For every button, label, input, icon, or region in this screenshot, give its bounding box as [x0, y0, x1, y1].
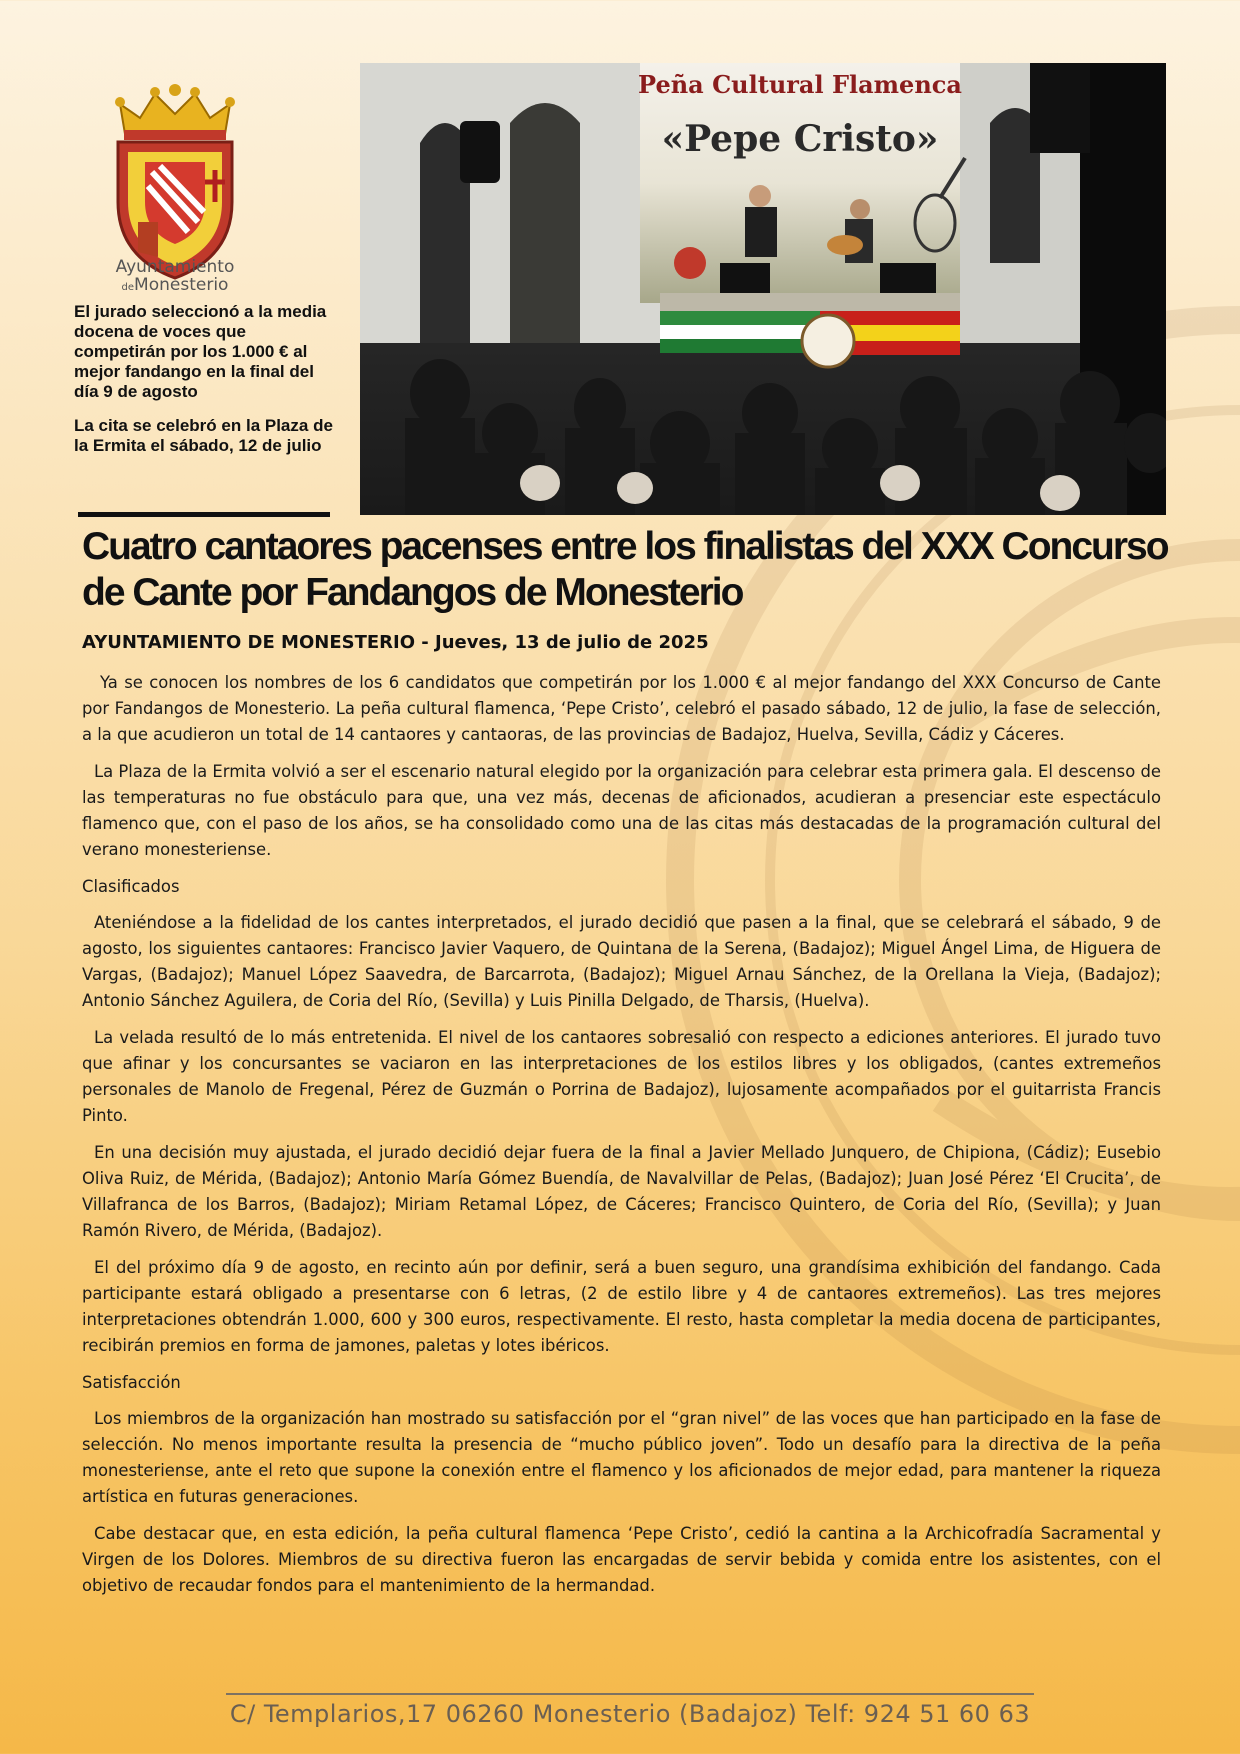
event-photo: [360, 63, 1166, 515]
logo-name-town: Monesterio: [134, 275, 229, 295]
article-paragraph: La Plaza de la Ermita volvió a ser el escenario natural elegido por la organización para celebrar esta primera gala. El descenso de las temperaturas no fue obstáculo para que, una vez más, decenas de aficionados, acudieran a presenciar este espectáculo flamenco que, con el paso de los años, se ha consolidado como una de las citas más destacadas de la programación cultural del verano monesteriense.: [82, 762, 1161, 859]
article-byline: AYUNTAMIENTO DE MONESTERIO - Jueves, 13 de julio de 2025: [82, 632, 709, 653]
logo-name-line2: [100, 276, 250, 297]
summary-1: El jurado seleccionó a la media docena de voces que competirán por los 1.000 € al mejor fandango en la final del día 9 de agosto: [74, 302, 327, 401]
article-paragraph: Ya se conocen los nombres de los 6 candidatos que competirán por los 1.000 € al mejor fandango del XXX Concurso de Cante por Fandangos de Monesterio. La peña cultural flamenca, ‘Pepe Cristo’, celebró el pasado sábado, 12 de julio, la fase de selección, a la que acudieron un total de 14 cantaores y cantaoras, de las provincias de Badajoz, Huelva, Sevilla, Cádiz y Cáceres.: [82, 673, 1161, 744]
article-paragraph: En una decisión muy ajustada, el jurado decidió dejar fuera de la final a Javier Mellado Junquero, de Chipiona, (Cádiz); Eusebio Oliva Ruiz, de Mérida, (Badajoz); Antonio María Gómez Buendía, de Navalvillar de Pelas, (Badajoz); Juan José Pérez ‘El Crucita’, de Villafranca de los Barros, (Badajoz); Miriam Retamal López, de Cáceres; Francisco Quintero, de Coria del Río, (Sevilla); y Juan Ramón Rivero, de Mérida, (Badajoz).: [82, 1143, 1161, 1240]
banner-line2: «Pepe Cristo»: [661, 118, 939, 160]
section-heading: Clasificados: [82, 877, 180, 896]
summary-2: La cita se celebró en la Plaza de la Ermita el sábado, 12 de julio: [74, 416, 333, 455]
article-paragraph: Los miembros de la organización han mostrado su satisfacción por el “gran nivel” de las voces que han participado en la fase de selección. No menos importante resulta la presencia de “mucho público joven”. Todo un desafío para la directiva de la peña monesteriense, ante el reto que supone la conexión entre el flamenco y los aficionados de mejor edad, para mantener la riqueza artística en futuras generaciones.: [82, 1409, 1161, 1506]
footer-address: C/ Templarios,17 06260 Monesterio (Badajoz) Telf: 924 51 60 63: [229, 1700, 1031, 1728]
article-paragraph: Ateniéndose a la fidelidad de los cantes interpretados, el jurado decidió que pasen a la final, que se celebrará el sábado, 9 de agosto, los siguientes cantaores: Francisco Javier Vaquero, de Quintana de la Serena, (Badajoz); Miguel Ángel Lima, de Higuera de Vargas, (Badajoz); Manuel López Saavedra, de Barcarrota, (Badajoz); Miguel Arnau Sánchez, de la Orellana la Vieja, (Badajoz); Antonio Sánchez Aguilera, de Coria del Río, (Sevilla) y Luis Pinilla Delgado, de Tharsis, (Huelva).: [82, 913, 1161, 1010]
footer-divider: [226, 1693, 1034, 1695]
logo-name-prefix: de: [121, 282, 135, 293]
article-paragraph: Cabe destacar que, en esta edición, la peña cultural flamenca ‘Pepe Cristo’, cedió la cantina a la Archicofradía Sacramental y Virgen de los Dolores. Miembros de su directiva fueron las encargadas de servir bebida y comida entre los asistentes, con el objetivo de recaudar fondos para el mantenimiento de la hermandad.: [82, 1524, 1161, 1595]
article-headline: Cuatro cantaores pacenses entre los finalistas del XXX Concurso de Cante por Fandangos de Monesterio: [82, 525, 1168, 614]
article-paragraph: El del próximo día 9 de agosto, en recinto aún por definir, será a buen seguro, una grandísima exhibición del fandango. Cada participante estará obligado a presentarse con 6 letras, (2 de estilo libre y 4 de cantaores extremeños). Las tres mejores interpretaciones obtendrán 1.000, 600 y 300 euros, respectivamente. El resto, hasta completar la media docena de participantes, recibirán premios en forma de jamones, paletas y lotes ibéricos.: [82, 1258, 1161, 1355]
article-paragraph: La velada resultó de lo más entretenida. El nivel de los cantaores sobresalió con respecto a ediciones anteriores. El jurado tuvo que afinar y los concursantes se vaciaron en las interpretaciones de los estilos libres y los obligados, (cantes extremeños personales de Manolo de Fregenal, Pérez de Guzmán o Porrina de Badajoz), lujosamente acompañados por el guitarrista Francis Pinto.: [82, 1028, 1161, 1125]
article-body: [82, 670, 1161, 1610]
section-heading: Satisfacción: [82, 1373, 181, 1392]
banner-line1: Peña Cultural Flamenca: [638, 70, 962, 99]
divider-rule: [78, 512, 330, 517]
logo-name-line1: Ayuntamiento: [115, 257, 235, 277]
